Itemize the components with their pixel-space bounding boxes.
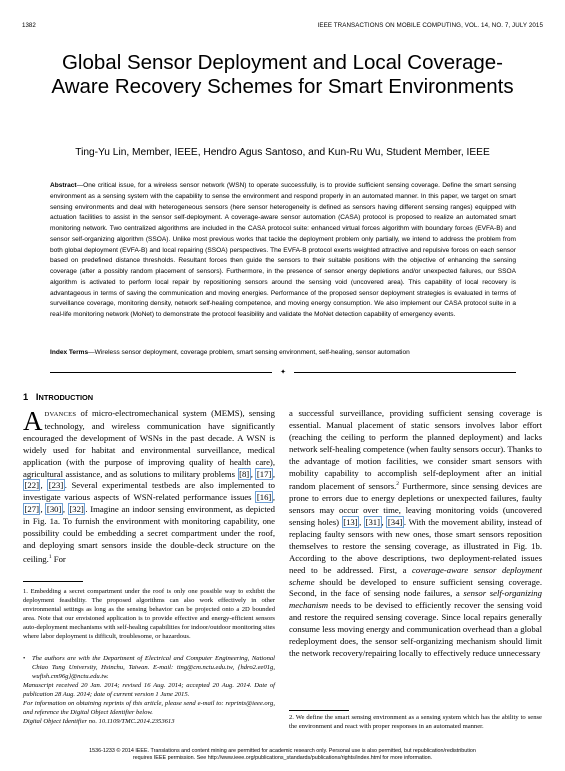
emphasis-text: sensor self-organizing mechanism [289,588,542,611]
body-column-right: a successful surveillance, providing sufficient sensing coverage is essential. Manual placement of static sensors involves labor effort (reaching the ceiling to perform the planned deployment) and lacks network self-healing competence (when faulty sensors occur). Thanks to the advantage of motion facilities, we consider smart sensors with mobility capability to accomplish self-deployment after an initial random placement of sensors.$^2$ Furthermore, since sensing devices are prone to errors due to energy depletions or unexpected failures, faulty sensors may occur over time, leaving monitoring voids (uncovered sensing holes) [13] , [31] , [34] . With the movement ability, instead of replacing faulty sensors with new ones, those smart sensors reposition themselves to restore the sensing coverage, as illustrated in Fig. 1b. According to the above descriptions, two deployment-related issues need to be addressed. First, a coverage-aware sensor deployment scheme should be developed to ensure sufficient sensing coverage. Second, in the face of sensing node failures, a sensor self-organizing mechanism needs to be devised to efficiently recover the sensing void and restore the required sensing coverage. Since local repairs generally consume less moving energy and communication overhead than a global redeployment does, the sensor self-organizing mechanism should limit the network recovery/repairing locally to effectively reduce unnecessary [289,408,543,659]
copyright-line-2: requires IEEE permission. See http://www.ieee.org/publications_standards/publications/rights/index.html for more information. [132,755,433,761]
body-text: . With the movement ability, instead of replacing faulty sensors with new ones, those smart sensors reposition themselves to restore the sensing coverage, as illustrated in Fig. 1b. According to the above descriptions, two deployment-related issues need to be addressed. First, a [289,517,543,575]
author-affiliation [23,654,275,681]
section-title-first: I [35,392,39,402]
section-title-rest: NTRODUCTION [38,393,94,402]
citation-link[interactable]: [23] [48,480,64,491]
index-terms [50,348,516,358]
running-head [22,22,543,32]
journal-name: IEEE TRANSACTIONS ON MOBILE COMPUTING, VOL. 14, NO. 7, JULY 2015 [317,22,543,29]
paper-title: Global Sensor Deployment and Local Coverage-Aware Recovery Schemes for Smart Environments [51,51,514,98]
citation-link[interactable]: [17] [256,468,272,479]
section-divider [50,368,516,378]
citation-link[interactable]: [31] [365,517,381,528]
index-terms-text: —Wireless sensor deployment, coverage problem, smart sensing environment, self-healing, sensor automation [88,349,410,356]
divider-line-left [50,372,272,373]
footnote-mark[interactable]: 2 [396,481,400,488]
body-text: should be developed to ensure sufficient sensing coverage. Second, in the face of sensing node failures, a [289,576,542,599]
manuscript-info [23,681,275,726]
abstract [50,181,516,321]
divider-diamond-icon: ✦ [280,368,286,376]
citation-link[interactable]: [32] [69,504,84,515]
drop-cap: A [23,406,43,436]
citation-link[interactable]: [16] [256,492,272,503]
body-column-left: ADVANCES of micro-electromechanical system (MEMS), sensing technology, and wireless communication have significantly encouraged the development of WSNs in the past decade. A WSN is widely used for habitat and environmental surveillance, medical application (with the purpose of improving quality of health care), agricultural assistance, and as solutions to military problems [8] , [17] , [22] , [23] . Several experimental testbeds are also implemented to investigate various aspects of WSN-related performance issues [16] , [27] , [30] , [32] . Imagine an indoor sensing environment, as depicted in Fig. 1a. To furnish the environment with monitoring capability, one possibility could be embedding a secret compartment under the roof, and deploying smart sensors inside the double-deck structure on the ceiling.$^1$ For [23,406,276,564]
section-number: 1 [23,392,29,402]
body-text: of micro-electromechanical system (MEMS), sensing technology, and wireless communication have significantly encouraged the development of WSNs in the past decade. A WSN is widely used for habitat and environmental surveillance, medical application (with the purpose of improving quality of health care), agricultural assistance, and as solutions to military problems [23,408,275,479]
citation-link[interactable]: [27] [24,504,39,515]
body-text: For [51,553,66,564]
footnote-rule [23,581,83,582]
emphasis-text: coverage-aware sensor deployment scheme [289,564,542,587]
body-text: . Imagine an indoor sensing environment, as depicted in Fig. 1a. To furnish the environment with monitoring capability, one possibility could be embedding a secret compartment under the roof, and deploying smart sensors inside the double-deck structure on the ceiling. [23,504,275,564]
bullet-icon: • [23,655,26,662]
section-heading [23,392,93,402]
abstract-label: Abstract [50,182,77,189]
affiliation-text: The authors are with the Department of Electrical and Computer Engineering, National Chiao Tung University, Hsinchu, Taiwan. E-mail: ting@cm.nctu.edu.tw, {hdro2.ee01g, wufish.cm96g}@nctu.edu.tw. [32,655,275,680]
copyright-line-1: 1536-1233 © 2014 IEEE. Translations and content mining are permitted for academic research only. Personal use is also permitted, but republication/redistribution [89,748,476,754]
manuscript-dates: Manuscript received 20 Jan. 2014; revised 16 Aug. 2014; accepted 20 Aug. 2014. Date of publication 28 Aug. 2014; date of current version 1 June 2015. [23,682,275,698]
body-text: a successful surveillance, providing sufficient sensing coverage is essential. Manual placement of static sensors involves labor effort (reaching the ceiling to perform the planned deployment) and lacks network self-healing competence (when faulty sensors occur). Thanks to the advantage of motion facilities, we consider smart sensors with mobility capability to accomplish self-deployment after an initial random placement of sensors. [289,408,542,492]
page-number: 1382 [22,22,36,29]
footnote-rule [289,710,349,711]
footnote-mark[interactable]: 1 [48,553,52,560]
copyright-notice [22,748,543,762]
body-text: Furthermore, since sensing devices are prone to errors due to energy depletions or unexpected failures, faulty sensors may occur over time, leaving monitoring voids (uncovered sensing holes) [289,481,542,528]
body-text: . Several experimental testbeds are also implemented to investigate various aspects of WSN-related performance issues [23,480,275,503]
doi: Digital Object Identifier no. 10.1109/TMC.2014.2353613 [23,718,175,725]
citation-link[interactable]: [34] [387,517,403,528]
smallcaps-lead: DVANCES [44,411,77,418]
index-terms-label: Index Terms [50,349,89,356]
abstract-text: —One critical issue, for a wireless sensor network (WSN) to operate successfully, is to provide sufficient sensing coverage. Define the smart sensing environment as a sensing system with the capability to sense the environment and respond properly in an automated manner. In this paper, we target on smart sensing environments and deal with heterogeneous sensors (here sensor heterogeneity is defined as sensors having different sensing ranges) equipped with actuation facilities to assist in the sensor self-deployment. A coverage-aware sensor automation (CASA) protocol is proposed to realize an automated smart monitoring network. Two centralized algorithms are included in the CASA protocol suite: enhanced virtual forces algorithm with boundary forces (EVFA-B) and sensor self-organizing algorithm (SSOA). Unlike most previous works that tackle the deployment problem only partially, we intend to address the problem from both global deployment (EVFA-B) and local repairing (SSOA) perspectives. The EVFA-B protocol exerts weighted attractive and repulsive forces on each sensor based on predefined distance thresholds. Resultant forces then guide the sensors to their suitable positions with the objective of enhancing the sensing coverage (after a possibly random placement of sensors). Furthermore, in the presence of sensor energy depletions and/or unexpected failures, our SSOA algorithm is activated to perform local repair by repositioning sensors around the sensing void (uncovered area). This capability of local recovery is advantageous in terms of saving the communication and moving energies. Performance of the proposed sensor deployment strategies is evaluated in terms of surveillance coverage, monitoring density, network self-healing competence, and moving energy consumption. We also implement our CASA protocol suite in a real-life monitoring network (MoNet) to demonstrate the protocol feasibility and validate the MoNet detection capability of emergency events. [50,182,516,318]
reprint-info: For information on obtaining reprints of this article, please send e-mail to: reprints@ieee.org, and reference the Digital Object Identifier below. [23,700,275,716]
citation-link[interactable]: [30] [46,504,62,515]
citation-link[interactable]: [8] [239,468,250,479]
footnote-1: 1. Embedding a secret compartment under the roof is only one possible way to exhibit the deployment feasibility. The proposed algorithms can also work effectively in other environmental settings as long as the sensing behavior can be projected onto a 2D bounded area. Note that our envisioned application is to provide effective and energy-efficient sensors auto-deployment mechanisms with self-healing capabilities for indoor/outdoor monitoring sites where labor deployment is difficult, troublesome, or hazardous. [23,588,275,640]
divider-line-right [294,372,516,373]
citation-link[interactable]: [22] [24,480,39,491]
author-list [30,147,535,158]
citation-link[interactable]: [13] [343,517,358,528]
body-text: needs to be devised to efficiently recover the sensing void and restore the required sensing coverage. Since local repairs generally consume less moving energy and communication overhead than a global redeployment does, the sensor self-organizing mechanism should limit the network recovery/repairing locally to effectively reduce unnecessary [289,600,542,659]
footnote-2: 2. We define the smart sensing environment as a sensing system which has the ability to sense the environment and react with proper responses in an automated manner. [289,714,542,730]
authors: Ting-Yu Lin, Member, IEEE, Hendro Agus Santoso, and Kun-Ru Wu, Student Member, IEEE [75,147,490,158]
